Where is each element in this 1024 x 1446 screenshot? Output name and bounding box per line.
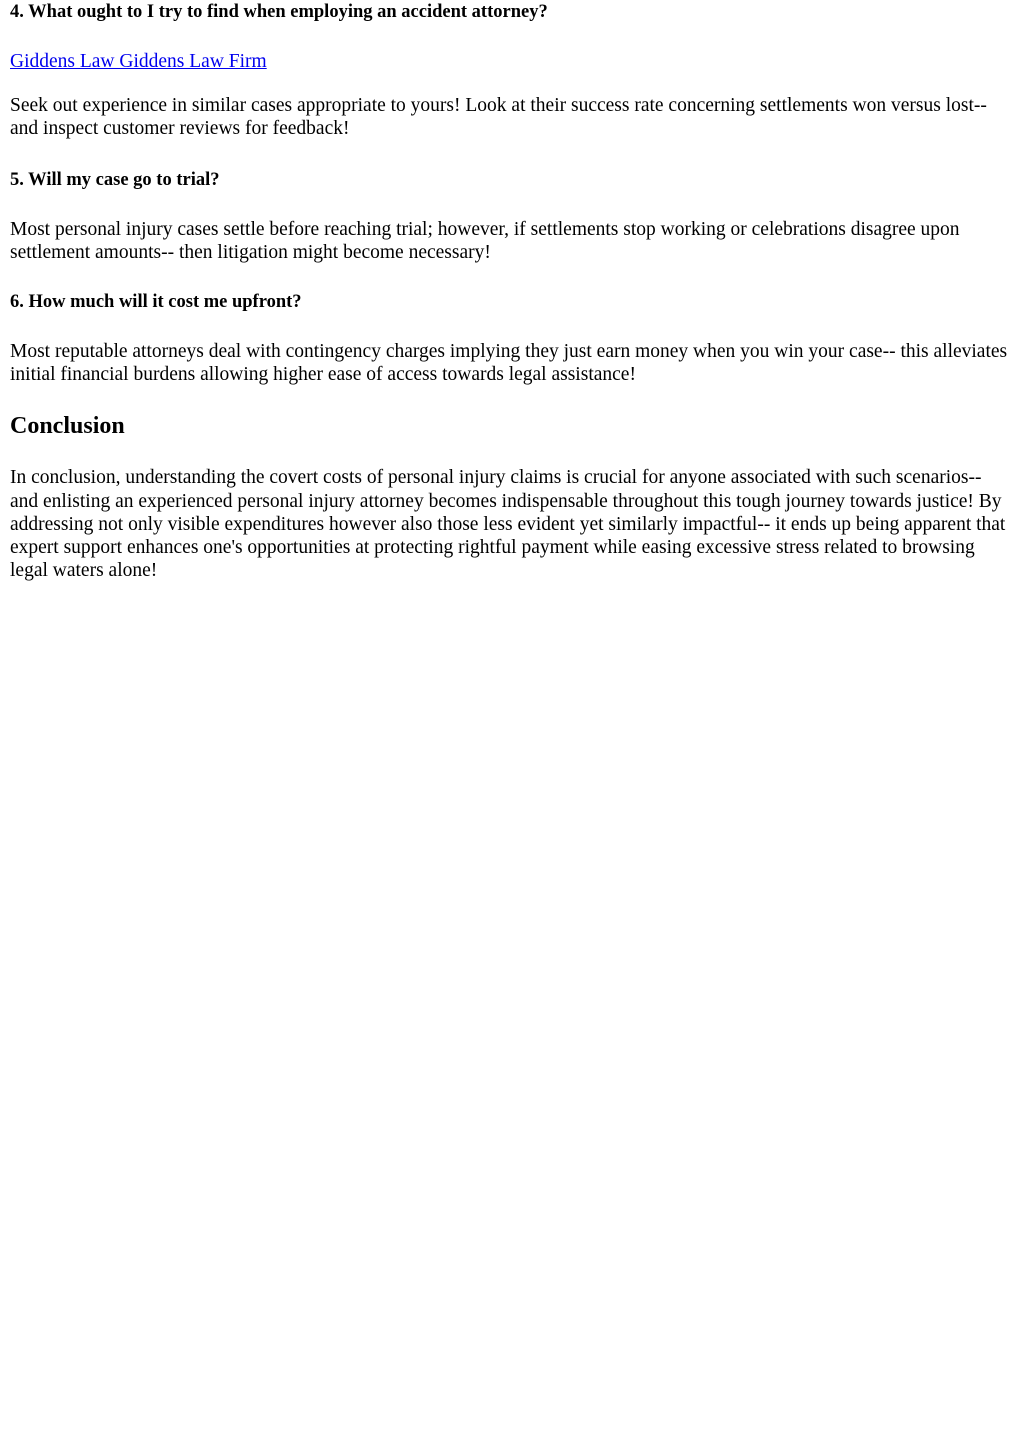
faq-question-6: 6. How much will it cost me upfront? [10,292,302,313]
link-paragraph [10,50,1014,73]
document-page [0,0,1024,582]
faq-question-5: 5. Will my case go to trial? [10,169,220,190]
faq-answer-6: Most reputable attorneys deal with contingency charges implying they just earn money when you win your case-- this alleviates initial financial burdens allowing higher ease of access towards legal assistance! [10,341,1008,386]
faq-question-4: 4. What ought to I try to find when employing an accident attorney? [10,2,548,22]
faq-answer-5: Most personal injury cases settle before reaching trial; however, if settlements stop working or celebrations disagree upon settlement amounts-- then litigation might become necessary! [10,218,960,263]
giddens-law-firm-link[interactable]: Giddens Law Giddens Law Firm [10,51,267,72]
conclusion-text: In conclusion, understanding the covert costs of personal injury claims is crucial for anyone associated with such scenarios-- and enlisting an experienced personal injury attorney becomes indispensable throughout this tough journey towards justice! By addressing not only visible expenditures however also those less evident yet similarly impactful-- it ends up being apparent that expert support enhances one's opportunities at protecting rightful payment while easing excessive stress related to browsing legal waters alone! [10,467,1006,582]
faq-answer-4: Seek out experience in similar cases appropriate to yours! Look at their success rate concerning settlements won versus lost-- and inspect customer reviews for feedback! [10,95,987,140]
conclusion-heading: Conclusion [10,413,125,440]
